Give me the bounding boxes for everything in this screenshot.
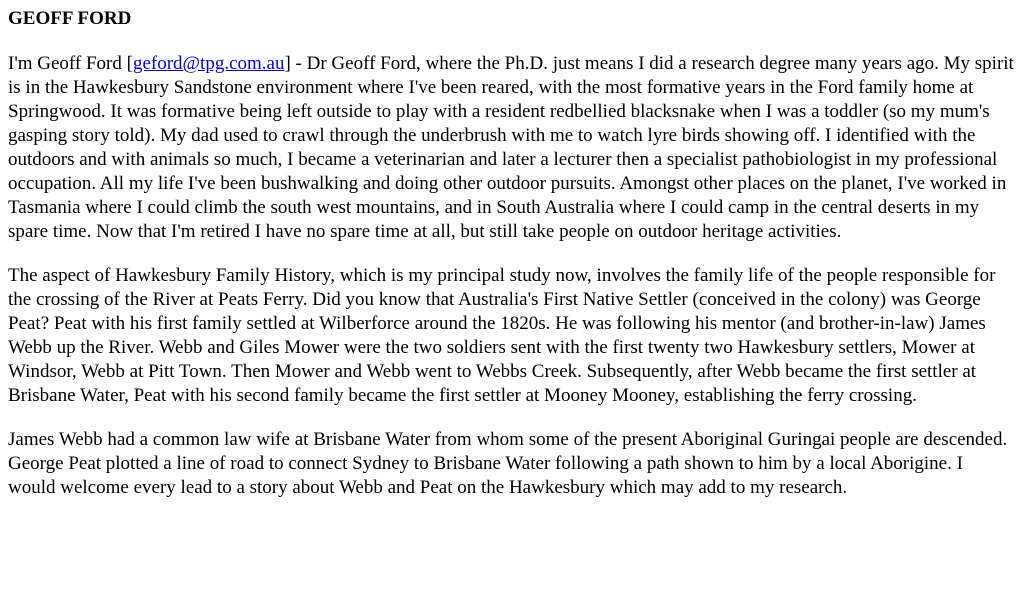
webb-peat-paragraph: James Webb had a common law wife at Brisbane Water from whom some of the present Aboriginal Guringai people are descended. George Peat plotted a line of road to connect Sydney to Brisbane Water following a path shown to him by a local Aborigine. I would welcome every lead to a story about Webb and Peat on the Hawkesbury which may add to my research. xyxy=(8,429,1008,498)
intro-body: ] - Dr Geoff Ford, where the Ph.D. just means I did a research degree many years ago. My spirit is in the Hawkesbury Sandstone environment where I've been reared, with the most formative years in the Ford family home at Springwood. It was formative being left outside to play with a resident redbellied blacksnake when I was a toddler (so my mum's gasping story told). My dad used to crawl through the underbrush with me to watch lyre birds showing off. I identified with the outdoors and with animals so much, I became a veterinarian and later a lecturer then a specialist pathobiologist in my professional occupation. All my life I've been bushwalking and doing other outdoor pursuits. Amongst other places on the planet, I've worked in Tasmania where I could climb the south west mountains, and in South Australia where I could camp in the central deserts in my spare time. Now that I'm retired I have no spare time at all, but still take people on outdoor heritage activities. xyxy=(8,53,1014,242)
page-title: GEOFF FORD xyxy=(8,8,132,29)
intro-paragraph xyxy=(8,52,1014,244)
intro-prefix: I'm Geoff Ford [ xyxy=(8,53,133,74)
email-link[interactable]: geford@tpg.com.au xyxy=(132,53,285,74)
family-history-paragraph: The aspect of Hawkesbury Family History, which is my principal study now, involves the family life of the people responsible for the crossing of the River at Peats Ferry. Did you know that Australia's First Native Settler (conceived in the colony) was George Peat? Peat with his first family settled at Wilberforce around the 1820s. He was following his mentor (and brother-in-law) James Webb up the River. Webb and Giles Mower were the two soldiers sent with the first twenty two Hawkesbury settlers, Mower at Windsor, Webb at Pitt Town. Then Mower and Webb went to Webbs Creek. Subsequently, after Webb became the first settler at Brisbane Water, Peat with his second family became the first settler at Mooney Mooney, establishing the ferry crossing. xyxy=(8,265,996,406)
